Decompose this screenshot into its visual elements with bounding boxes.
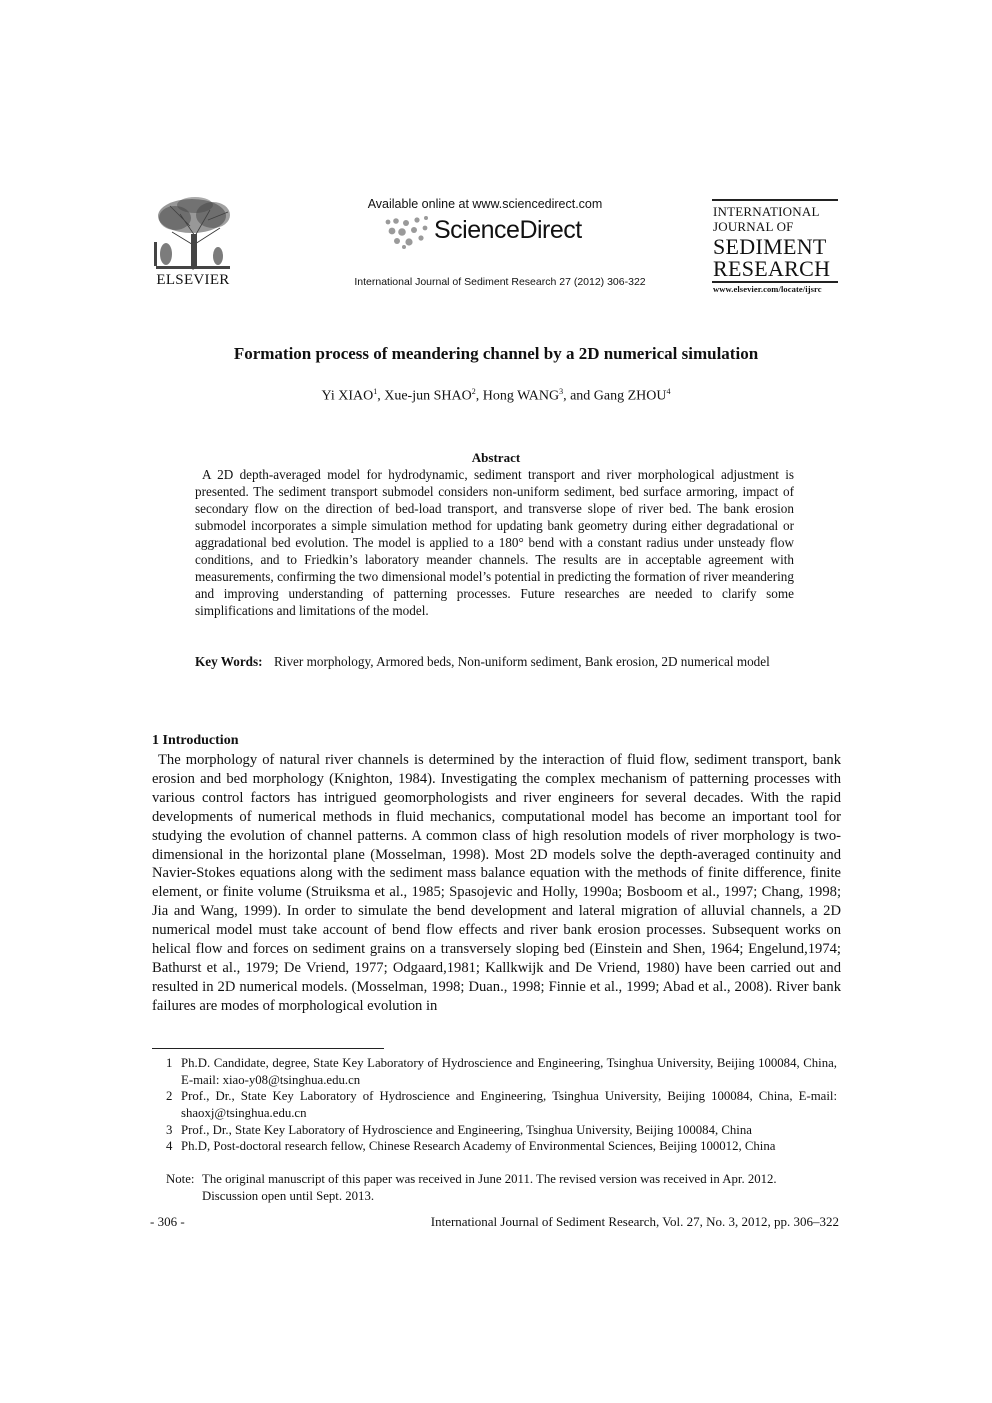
abstract-text: A 2D depth-averaged model for hydrodynamic, sediment transport and river morphological adjustment is presented. The sediment transport submodel considers non-uniform sediment, bed surface armoring, impact of secondary flow on the direction of bed-load transport, and transverse slope of river bed. The bank erosion submodel incorporates a simple simulation method for updating bank geometry during either degradational or aggradational bed evolution. The model is applied to a 180° bend with a constant radius under unsteady flow conditions, and to Friedkin’s laboratory meander channels. The results are in acceptable agreement with measurements, confirming the two dimensional model’s potential in predicting the formation of river meandering and improving understanding of patterning processes. Future researches are needed to clarify some simplifications and limitations of the model. (195, 467, 794, 618)
keywords-text: River morphology, Armored beds, Non-uniform sediment, Bank erosion, 2D numerical model (274, 654, 770, 669)
author-affiliation-marker: 2 (471, 387, 476, 396)
ijsr-logo-url: www.elsevier.com/locate/ijsrc (713, 284, 822, 294)
page-number: - 306 - (150, 1214, 185, 1229)
logo-rule-top (712, 199, 838, 201)
footnote-text: Prof., Dr., State Key Laboratory of Hydroscience and Engineering, Tsinghua University, Beijing 100084, China (181, 1123, 752, 1137)
ijsr-journal-logo (712, 199, 840, 295)
note-text: The original manuscript of this paper was received in June 2011. The revised version was received in Apr. 2012. Discussion open until Sept. 2013. (202, 1172, 777, 1203)
author-list (100, 387, 892, 405)
journal-reference-line: International Journal of Sediment Research 27 (2012) 306-322 (354, 276, 646, 288)
author-name: Gang ZHOU (593, 388, 667, 404)
ijsr-logo-line1: INTERNATIONAL (713, 204, 820, 219)
paper-title: Formation process of meandering channel by a 2D numerical simulation (233, 344, 759, 363)
footnote-text: Ph.D, Post-doctoral research fellow, Chinese Research Academy of Environmental Sciences, Beijing 100012, China (181, 1139, 776, 1153)
author-name: Hong WANG (482, 388, 560, 404)
author-separator: , and (563, 388, 594, 404)
footnote-text: Prof., Dr., State Key Laboratory of Hydroscience and Engineering, Tsinghua University, Beijing 100084, China, E-mail: shaoxj@tsinghua.edu.cn (181, 1089, 837, 1120)
ijsr-logo-line4: RESEARCH (713, 256, 831, 281)
section-heading: 1 Introduction (152, 733, 239, 748)
introduction-text: The morphology of natural river channels is determined by the interaction of fluid flow, sediment transport, bank erosion and bed morphology (Knighton, 1984). Investigating the complex mechanism of patterning processes with various control factors has intrigued geomorphologists and river engineers for several decades. With the rapid developments of numerical methods in fluid mechanics, computational model has become an important tool for studying the evolution of channel patterns. A common class of high resolution models of river morphology is two-dimensional in the horizontal plane (Mosselman, 1998). Most 2D models solve the depth-averaged continuity and Navier-Stokes equations along with the sediment mass balance equation with the methods of finite difference, finite element, or finite volume (Struiksma et al., 1985; Spasojevic and Holly, 1990a; Bosboom et al., 1997; Chang, 1998; Jia and Wang, 1999). In order to simulate the bend development and lateral migration of alluvial channels, a 2D numerical model must take account of bend flow effects and river bank erosion processes. Subsequent works on helical flow and forces on sediment grains on a transversely sloping bed (Einstein and Shen, 1964; Engelund,1974; Bathurst et al., 1979; De Vriend, 1977; Odgaard,1981; Kallkwijk and De Vriend, 1980) have been carried out and resulted in 2D numerical models. (Mosselman, 1998; Duan., 1998; Finnie et al., 1999; Abad et al., 2008). River bank failures are modes of morphological evolution in (152, 752, 841, 1014)
author-affiliation-marker: 3 (559, 387, 564, 396)
elsevier-wordmark: ELSEVIER (156, 272, 230, 288)
abstract-heading: Abstract (471, 450, 521, 465)
footnote-number: 1 (166, 1056, 173, 1070)
author-name: Yi XIAO (321, 388, 374, 404)
sciencedirect-dots-icon (382, 214, 434, 250)
available-online-text: Available online at www.sciencedirect.com (367, 197, 603, 211)
author-affiliation-marker: 1 (373, 387, 378, 396)
sciencedirect-wordmark: ScienceDirect (434, 216, 582, 244)
footnote-number: 2 (166, 1089, 173, 1103)
note-label: Note: (166, 1172, 195, 1186)
ijsr-logo-line3: SEDIMENT (713, 234, 827, 259)
footer-citation: International Journal of Sediment Research, Vol. 27, No. 3, 2012, pp. 306–322 (430, 1214, 839, 1229)
footnote-text: Ph.D. Candidate, degree, State Key Laboratory of Hydroscience and Engineering, Tsinghua University, Beijing 100084, China, E-mail: xiao-y08@tsinghua.edu.cn (181, 1056, 837, 1087)
elsevier-logo (150, 196, 236, 290)
author-separator: , (475, 388, 483, 404)
footnote-number: 4 (166, 1139, 173, 1153)
author-name: Xue-jun SHAO (384, 388, 472, 404)
footnote-number: 3 (166, 1123, 173, 1137)
logo-rule-bottom (712, 281, 838, 283)
keywords-label: Key Words: (195, 654, 263, 669)
sciencedirect-logo (382, 214, 602, 250)
elsevier-tree-icon (150, 196, 236, 272)
author-affiliation-marker: 4 (666, 387, 671, 396)
footnote-separator (152, 1048, 384, 1049)
ijsr-logo-line2: JOURNAL OF (713, 219, 794, 234)
author-separator: , (377, 388, 385, 404)
